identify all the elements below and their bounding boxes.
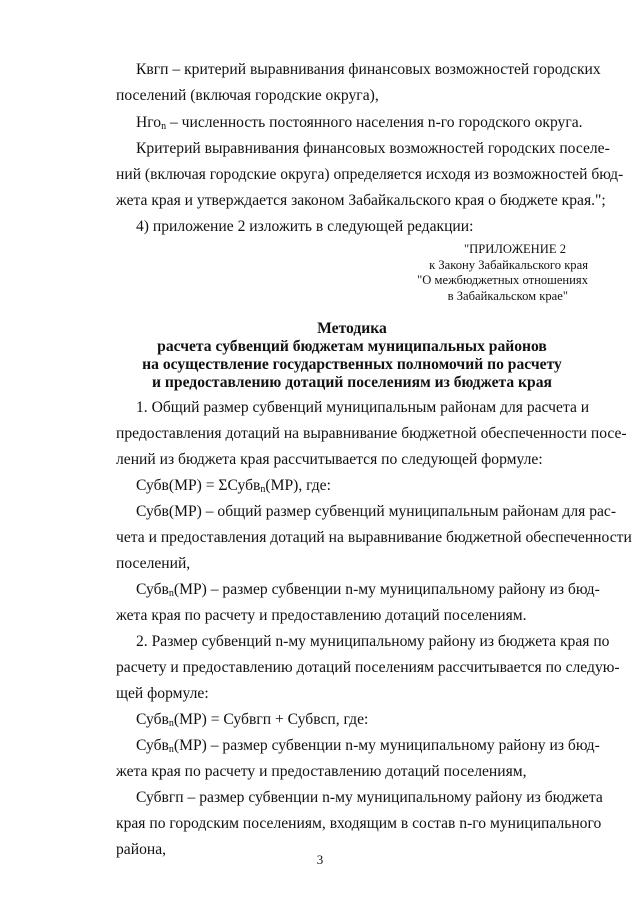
section-title [116,320,588,392]
variable-subscript: n [168,588,174,599]
variable-description: (МР) – размер субвенции n-му муниципальному району из бюд- [173,581,600,598]
text-line: жета края по расчету и предоставлению дотаций поселениям, [116,763,527,780]
text-line: Субв(МР) – общий размер субвенций муниципальным районам для рас- [136,503,617,520]
text-line: предоставления дотаций на выравнивание бюджетной обеспеченности посе- [116,425,627,442]
text-line: района, [116,841,167,858]
formula-subscript: n [260,484,266,495]
text-line: 1. Общий размер субвенций муниципальным районам для расчета и [136,399,590,416]
text-line: жета края и утверждается законом Забайкальского края о бюджете края."; [116,192,606,209]
title-line: и предоставлению дотаций поселениям из бюджета края [152,374,552,391]
text-line [136,577,600,603]
appendix-header [370,242,588,304]
text-line: Квгп – критерий выравнивания финансовых возможностей городских [136,61,601,78]
title-line: Методика [317,320,387,337]
variable-description: – численность постоянного населения n-го городского округа. [166,114,583,131]
formula-left: Субв [136,711,169,728]
variable-subscript: n [161,121,167,132]
appendix-line: "О межбюджетных отношениях [417,273,588,287]
variable-name: Субв [136,737,169,754]
variable-description: (МР) – размер субвенции n-му муниципальному району из бюд- [173,737,600,754]
text-line: расчету и предоставлению дотаций поселениям рассчитывается по следую- [116,659,620,676]
text-line: 4) приложение 2 изложить в следующей редакции: [136,218,474,235]
text-line: поселений, [116,555,191,572]
appendix-line: "ПРИЛОЖЕНИЕ 2 [464,242,566,256]
formula-left: Субв(МР) = ΣСубв [136,477,261,494]
variable-subscript: n [168,744,174,755]
text-line: лений из бюджета края рассчитывается по следующей формуле: [116,451,543,468]
text-line: чета и предоставления дотаций на выравнивание бюджетной обеспеченности [116,529,632,546]
formula-subscript: n [168,718,174,729]
variable-name: Субв [136,581,169,598]
text-line: 2. Размер субвенций n-му муниципальному району из бюджета края по [136,633,610,650]
text-line: жета края по расчету и предоставлению дотаций поселениям. [116,607,527,624]
formula-right: (МР) = Субвгп + Субвсп, где: [173,711,369,728]
text-line: Субвгп – размер субвенции n-му муниципальному району из бюджета [136,789,603,806]
formula-line [136,707,588,733]
variable-name: Нго [136,114,162,131]
text-line: края по городским поселениям, входящим в состав n-го муниципального [116,815,602,832]
text-line: ний (включая городские округа) определяется исходя из возможностей бюд- [116,166,624,183]
appendix-line: к Закону Забайкальского края [429,257,588,272]
text-line [136,733,600,759]
text-line: поселений (включая городские округа), [116,87,379,104]
title-line: на осуществление государственных полномочий по расчету [142,356,562,373]
text-line [136,110,588,136]
text-line: Критерий выравнивания финансовых возможностей городских поселе- [136,140,610,157]
appendix-line: в Забайкальском крае" [447,288,568,303]
formula-right: (МР), где: [265,477,331,494]
title-line: расчета субвенций бюджетам муниципальных районов [157,338,547,355]
text-line: щей формуле: [116,685,209,702]
formula-line [136,473,588,499]
page-number: 3 [316,852,324,867]
